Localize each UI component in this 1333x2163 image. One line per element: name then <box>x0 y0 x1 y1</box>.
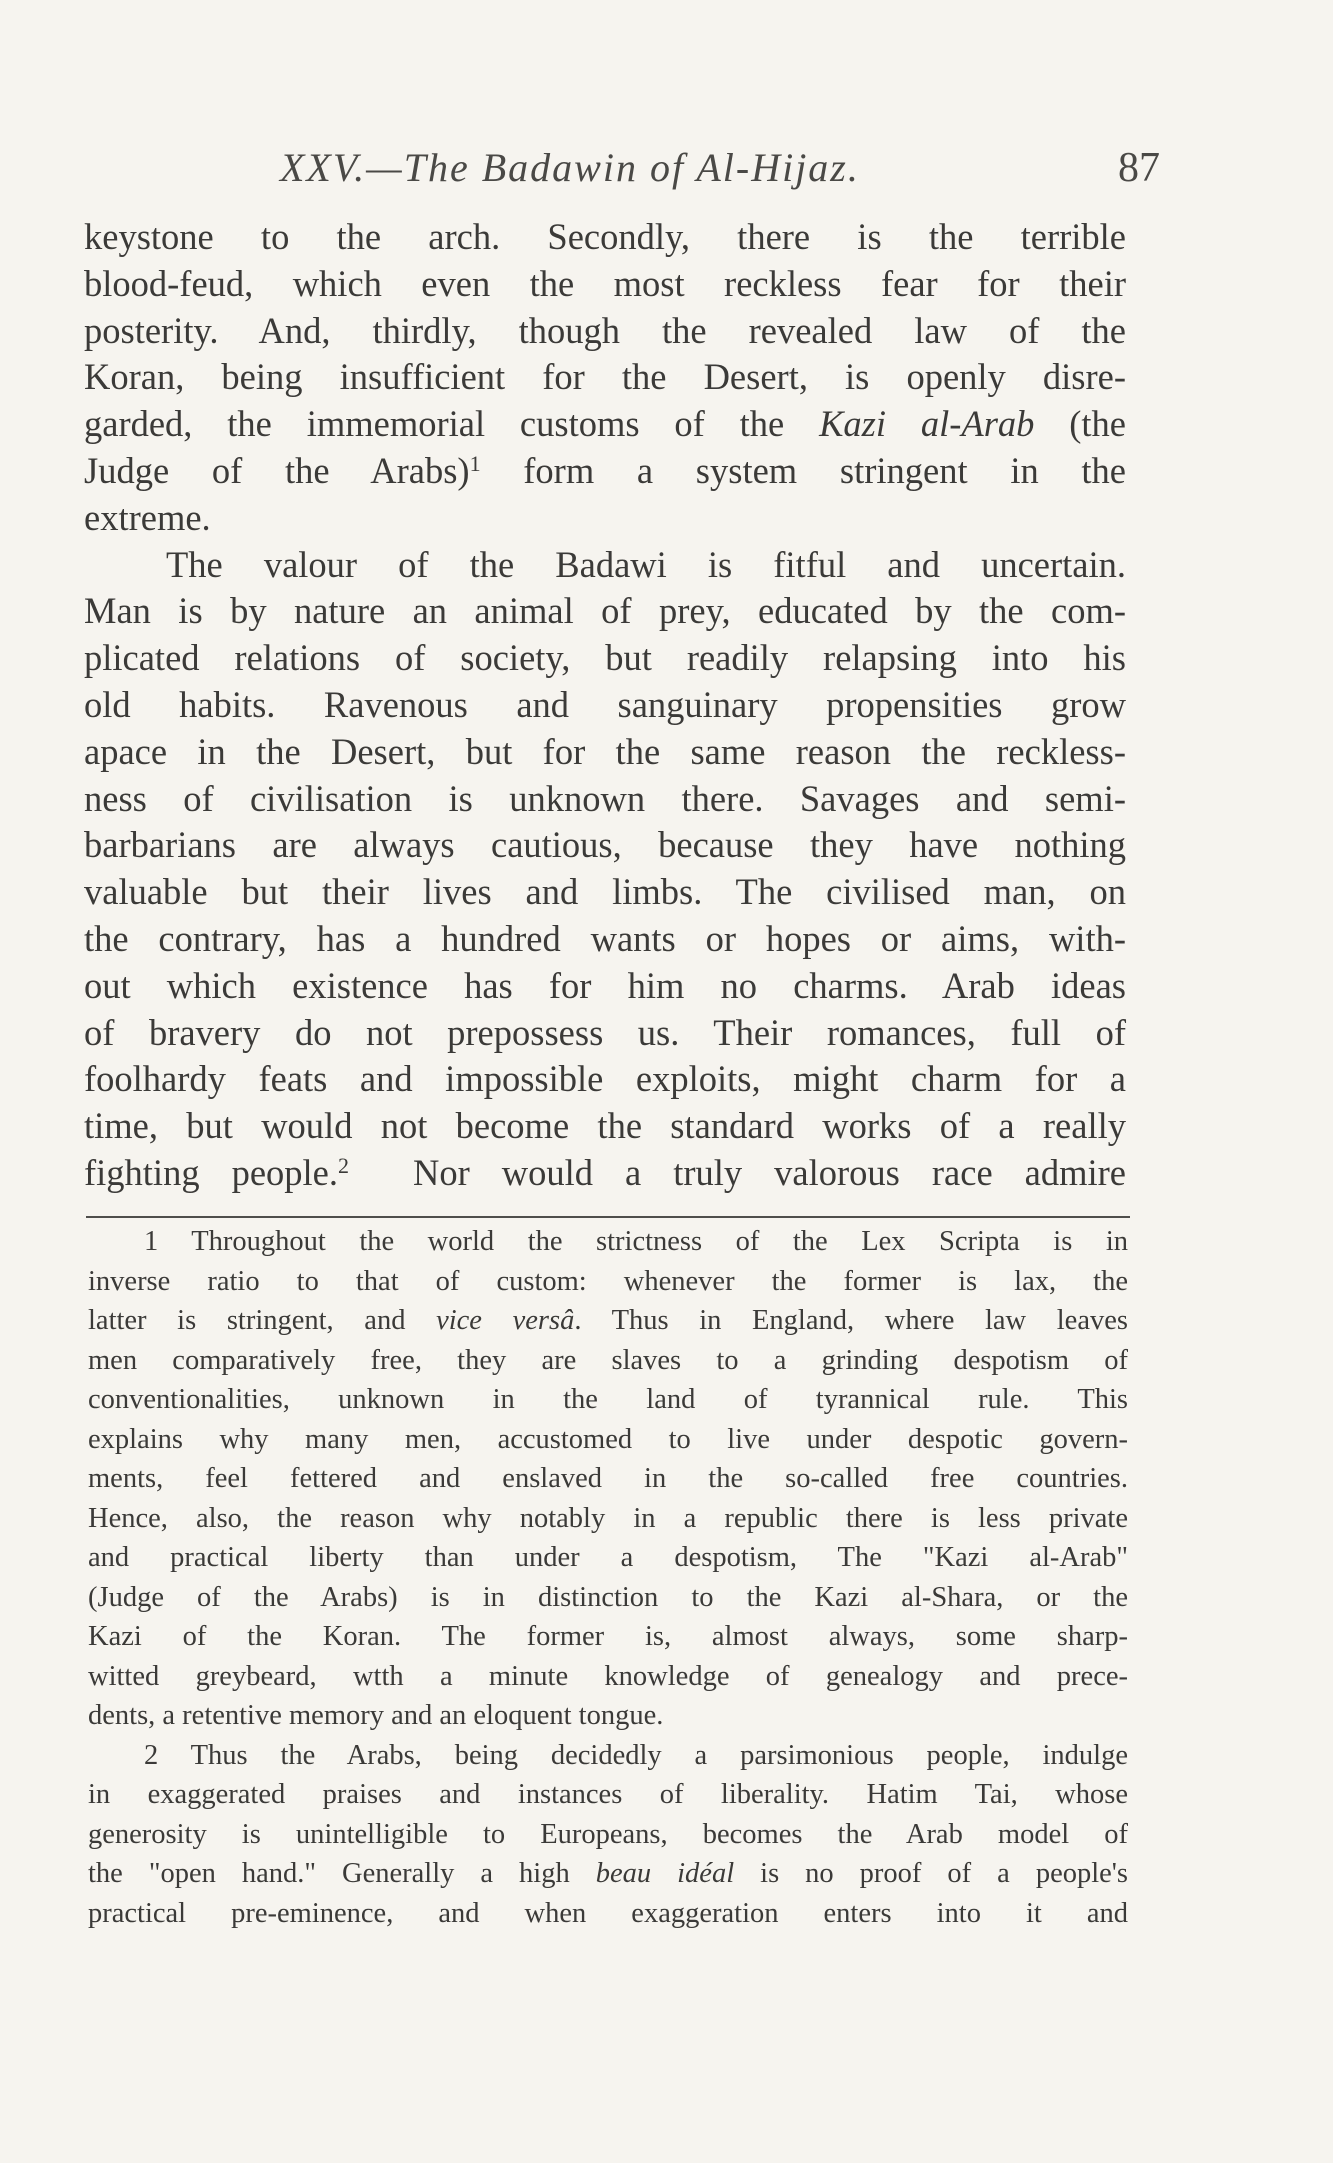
footnote-line: dents, a retentive memory and an eloquent tongue. <box>88 1700 664 1731</box>
footnote-line: men comparatively free, they are slaves to a grinding despotism of <box>88 1344 1128 1376</box>
footnote-line: Hence, also, the reason why notably in a republic there is less private <box>88 1502 1128 1534</box>
footnote-ref: 1 <box>469 450 481 476</box>
body-line <box>84 448 1126 495</box>
body-line: The valour of the Badawi is fitful and uncertain. <box>166 543 1126 585</box>
body-line: valuable but their lives and limbs. The civilised man, on <box>84 871 1126 913</box>
body-text-run: fighting people. <box>84 1151 338 1193</box>
footnote-line: witted greybeard, wtth a minute knowledge of genealogy and prece- <box>88 1660 1128 1692</box>
footnote-line: (Judge of the Arabs) is in distinction to the Kazi al-Shara, or the <box>88 1581 1128 1613</box>
body-text <box>84 214 1126 1197</box>
body-line: posterity. And, thirdly, though the revealed law of the <box>84 309 1126 351</box>
body-line: foolhardy feats and impossible exploits, might charm for a <box>84 1058 1126 1100</box>
footnote-line: explains why many men, accustomed to live under despotic govern- <box>88 1423 1128 1455</box>
body-text-run: Judge of the Arabs) <box>84 449 470 491</box>
body-line: of bravery do not prepossess us. Their romances, full of <box>84 1011 1126 1053</box>
body-text-run: form a system stringent in the <box>480 449 1126 491</box>
footnote-ref: 2 <box>338 1152 349 1178</box>
body-line: time, but would not become the standard works of a really <box>84 1105 1126 1147</box>
running-head <box>84 136 1160 196</box>
body-line: Koran, being insufficient for the Desert, is openly disre- <box>84 356 1126 398</box>
footnote-line: 1 Throughout the world the strictness of the Lex Scripta is in <box>144 1226 1128 1257</box>
footnote-line <box>88 1854 1128 1894</box>
footnote-line <box>88 1301 1128 1341</box>
footnote-line: generosity is unintelligible to Europeans, becomes the Arab model of <box>88 1818 1128 1850</box>
italic-term: vice versâ <box>436 1305 575 1336</box>
page-number: 87 <box>1118 145 1160 191</box>
body-line: extreme. <box>84 496 211 538</box>
body-line: barbarians are always cautious, because they have nothing <box>84 824 1126 866</box>
footnote-line: and practical liberty than under a despotism, The "Kazi al-Arab" <box>88 1542 1128 1573</box>
body-line: blood-feud, which even the most reckless fear for their <box>84 262 1126 304</box>
body-line: keystone to the arch. Secondly, there is the terrible <box>84 216 1126 257</box>
footnote-line: in exaggerated praises and instances of liberality. Hatim Tai, whose <box>88 1779 1128 1810</box>
footnote-line: Kazi of the Koran. The former is, almost always, some sharp- <box>88 1621 1128 1652</box>
running-title: XXV.—The Badawin of Al-Hijaz. <box>280 145 860 190</box>
body-line: apace in the Desert, but for the same reason the reckless- <box>84 730 1126 772</box>
body-line: plicated relations of society, but readily relapsing into his <box>84 637 1126 679</box>
footnote-text-run: latter is stringent, and <box>88 1305 437 1336</box>
body-line <box>84 401 1126 448</box>
footnote-line: 2 Thus the Arabs, being decidedly a parsimonious people, indulge <box>144 1739 1128 1771</box>
footnote-text-run: . Thus in England, where law leaves <box>574 1305 1128 1336</box>
body-text-run: (the <box>1034 403 1126 445</box>
footnotes <box>88 1222 1128 1933</box>
body-line: the contrary, has a hundred wants or hopes or aims, with- <box>84 917 1126 959</box>
footnote-line: inverse ratio to that of custom: whenever the former is lax, the <box>88 1265 1128 1297</box>
italic-term: Kazi al-Arab <box>819 403 1035 445</box>
body-text-run: Nor would a truly valorous race admire <box>413 1151 1126 1193</box>
footnote-text-run: is no proof of a people's <box>734 1858 1129 1889</box>
body-text-run: garded, the immemorial customs of the <box>84 403 820 445</box>
body-line: out which existence has for him no charms. Arab ideas <box>84 964 1126 1006</box>
footnote-divider <box>86 1216 1130 1218</box>
footnote-line: practical pre-eminence, and when exaggeration enters into it and <box>88 1897 1128 1929</box>
body-line: ness of civilisation is unknown there. Savages and semi- <box>84 777 1126 819</box>
body-line: Man is by nature an animal of prey, educated by the com- <box>84 590 1126 632</box>
body-line <box>84 1150 1126 1197</box>
body-line: old habits. Ravenous and sanguinary propensities grow <box>84 683 1126 725</box>
italic-term: beau idéal <box>595 1858 735 1889</box>
footnote-line: conventionalities, unknown in the land of tyrannical rule. This <box>88 1384 1128 1415</box>
footnote-text-run: the "open hand." Generally a high <box>88 1858 596 1889</box>
footnote-line: ments, feel fettered and enslaved in the so-called free countries. <box>88 1463 1128 1494</box>
